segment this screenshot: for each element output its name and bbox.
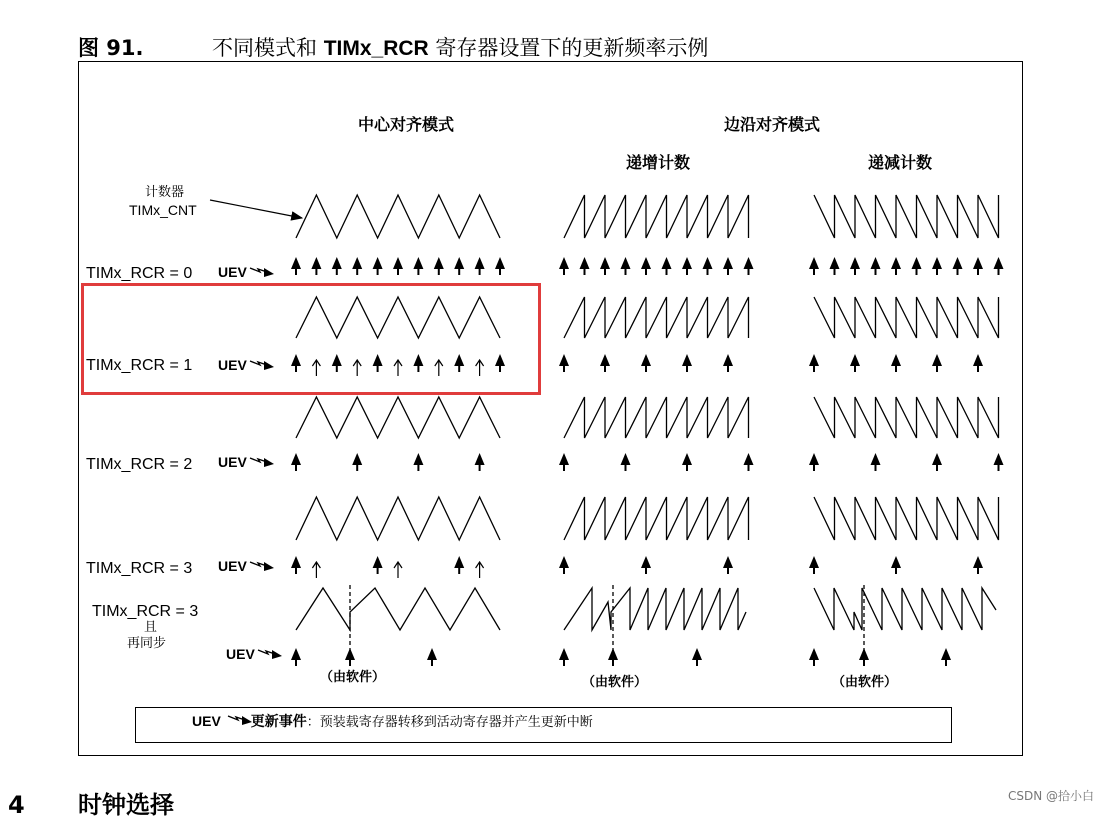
legend-text (192, 714, 593, 729)
down-sawtooth-wave-2 (814, 397, 999, 438)
uev-arrow-center-r0-3 (352, 257, 362, 275)
uev-arrow-up-r0-4 (641, 257, 651, 275)
uev-arrow-up-resync-0 (559, 648, 569, 666)
highlight-box (81, 283, 541, 395)
uev-arrow-up-r0-2 (600, 257, 610, 275)
uev-arrow-down-r3-0 (809, 556, 819, 574)
uev-label-resync: UEV (226, 646, 255, 662)
uev-arrow-down-r0-3 (871, 257, 881, 275)
uev-arrow-up-r2-6 (682, 453, 692, 471)
uev-arrow-center-r3-0 (291, 556, 301, 574)
uev-arrow-up-r0-7 (703, 257, 713, 275)
software-note-center: （由软件） (320, 670, 386, 685)
uev-arrow-center-resync-0 (291, 648, 301, 666)
header-center-aligned: 中心对齐模式 (358, 115, 455, 134)
row-label-rcr3: TIMx_RCR = 3 (86, 560, 193, 577)
uev-label-rcr1: UEV (218, 357, 247, 373)
uev-arrow-up-r1-8 (723, 354, 733, 372)
software-note-down: （由软件） (832, 675, 898, 690)
row-label-resync-and: 且 (144, 620, 158, 635)
uev-arrow-down-r3-8 (973, 556, 983, 574)
uev-arrow-up-r0-3 (621, 257, 631, 275)
software-note-up: （由软件） (582, 675, 648, 690)
up-resync-wave (564, 588, 746, 630)
legend-uev: UEV (192, 713, 221, 729)
uev-arrow-down-r1-0 (809, 354, 819, 372)
uev-arrow-center-r2-0 (291, 453, 301, 471)
uev-arrow-down-r1-4 (891, 354, 901, 372)
uev-arrow-down-r0-7 (953, 257, 963, 275)
uev-arrow-up-resync-2 (692, 648, 702, 666)
uev-arrow-center-r0-0 (291, 257, 301, 275)
header-edge-aligned: 边沿对齐模式 (724, 115, 821, 134)
down-sawtooth-wave-1 (814, 297, 999, 338)
uev-arrow-down-r0-0 (809, 257, 819, 275)
uev-arrow-center-r0-8 (454, 257, 464, 275)
up-sawtooth-wave-0 (564, 195, 749, 238)
down-sawtooth-wave-0 (814, 195, 999, 238)
legend-bold: 更新事件 (250, 714, 307, 730)
uev-arrow-center-r2-9 (475, 453, 485, 471)
watermark: CSDN @拾小白 (1007, 789, 1094, 803)
uev-arrow-center-r0-6 (413, 257, 423, 275)
up-sawtooth-wave-2 (564, 397, 749, 438)
row-label-rcr0: TIMx_RCR = 0 (86, 265, 193, 282)
uev-arrow-down-resync-0 (809, 648, 819, 666)
counter-pointer-arrow (210, 200, 302, 218)
center-triangle-wave-0 (296, 195, 500, 238)
uev-arrow-down-r2-0 (809, 453, 819, 471)
uev-arrow-icon-resync-head (272, 650, 282, 659)
uev-arrow-down-r0-9 (994, 257, 1004, 275)
uev-label-rcr2: UEV (218, 454, 247, 470)
header-up-counting: 递增计数 (626, 153, 691, 172)
section-number: 4 (8, 791, 25, 819)
down-sawtooth-wave-3 (814, 497, 999, 540)
uev-arrow-down-r3-4 (891, 556, 901, 574)
uev-arrow-up-r3-0 (559, 556, 569, 574)
uev-arrow-up-r0-9 (744, 257, 754, 275)
uev-arrow-up-r1-0 (559, 354, 569, 372)
uev-arrow-up-r1-4 (641, 354, 651, 372)
up-sawtooth-wave-3 (564, 497, 749, 540)
legend-desc: ：预装载寄存器转移到活动寄存器并产生更新中断 (306, 715, 593, 730)
uev-arrow-up-r0-6 (682, 257, 692, 275)
uev-arrow-center-r0-2 (332, 257, 342, 275)
uev-arrow-center-r3-4 (373, 556, 383, 574)
uev-arrow-center-r0-7 (434, 257, 444, 275)
uev-arrow-down-r2-3 (871, 453, 881, 471)
uev-arrow-icon-rcr2-head (264, 458, 274, 467)
uev-arrow-center-r2-6 (413, 453, 423, 471)
up-sawtooth-wave-1 (564, 297, 749, 338)
uev-label-rcr3: UEV (218, 558, 247, 574)
uev-arrow-down-r1-2 (850, 354, 860, 372)
uev-arrow-icon-rcr3-head (264, 562, 274, 571)
row-label-resync: 再同步 (127, 636, 167, 651)
uev-arrow-down-r2-9 (994, 453, 1004, 471)
uev-arrow-center-r0-4 (373, 257, 383, 275)
uev-arrow-up-r0-1 (580, 257, 590, 275)
uev-arrow-down-resync-2 (941, 648, 951, 666)
counter-label-reg: TIMx_CNT (129, 202, 197, 218)
uev-arrow-up-r0-0 (559, 257, 569, 275)
center-resync-wave (296, 588, 500, 630)
uev-arrow-up-r0-5 (662, 257, 672, 275)
uev-arrow-down-r0-4 (891, 257, 901, 275)
header-down-counting: 递减计数 (868, 153, 933, 172)
uev-arrow-down-r1-6 (932, 354, 942, 372)
uev-label-rcr0: UEV (218, 264, 247, 280)
figure-caption: 不同模式和 TIMx_RCR 寄存器设置下的更新频率示例 (212, 36, 709, 60)
row-label-rcr1: TIMx_RCR = 1 (86, 357, 193, 374)
section-title: 时钟选择 (78, 791, 174, 819)
uev-arrow-center-r3-8 (454, 556, 464, 574)
uev-arrow-up-r3-4 (641, 556, 651, 574)
uev-arrow-icon-rcr0-head (264, 268, 274, 277)
uev-arrow-up-r3-8 (723, 556, 733, 574)
uev-arrow-up-r2-9 (744, 453, 754, 471)
uev-arrow-up-r1-2 (600, 354, 610, 372)
uev-arrow-up-r1-6 (682, 354, 692, 372)
uev-arrow-center-r0-9 (475, 257, 485, 275)
figure-number: 图 91. (78, 36, 144, 60)
uev-arrow-down-r2-6 (932, 453, 942, 471)
uev-arrow-up-r2-3 (621, 453, 631, 471)
uev-arrow-center-r0-1 (311, 257, 321, 275)
counter-label-cn: 计数器 (145, 185, 185, 200)
counter-arrow-center-r3-5 (394, 562, 402, 578)
counter-arrow-center-r3-9 (476, 562, 484, 578)
uev-arrow-up-r0-8 (723, 257, 733, 275)
uev-arrow-up-r2-0 (559, 453, 569, 471)
uev-arrow-down-r0-6 (932, 257, 942, 275)
uev-arrow-down-r0-5 (912, 257, 922, 275)
uev-arrow-down-r1-8 (973, 354, 983, 372)
uev-arrow-center-resync-2 (427, 648, 437, 666)
row-label-rcr2: TIMx_RCR = 2 (86, 456, 193, 473)
counter-arrow-center-r3-1 (312, 562, 320, 578)
uev-arrow-center-r0-5 (393, 257, 403, 275)
uev-arrow-center-r2-3 (352, 453, 362, 471)
down-resync-wave (814, 588, 996, 630)
uev-arrow-center-r0-10 (495, 257, 505, 275)
uev-arrow-down-r0-1 (830, 257, 840, 275)
uev-arrow-down-r0-2 (850, 257, 860, 275)
center-triangle-wave-2 (296, 397, 500, 438)
row-label-rcr3-resync: TIMx_RCR = 3 (92, 603, 199, 620)
uev-arrow-down-r0-8 (973, 257, 983, 275)
center-triangle-wave-3 (296, 497, 500, 540)
